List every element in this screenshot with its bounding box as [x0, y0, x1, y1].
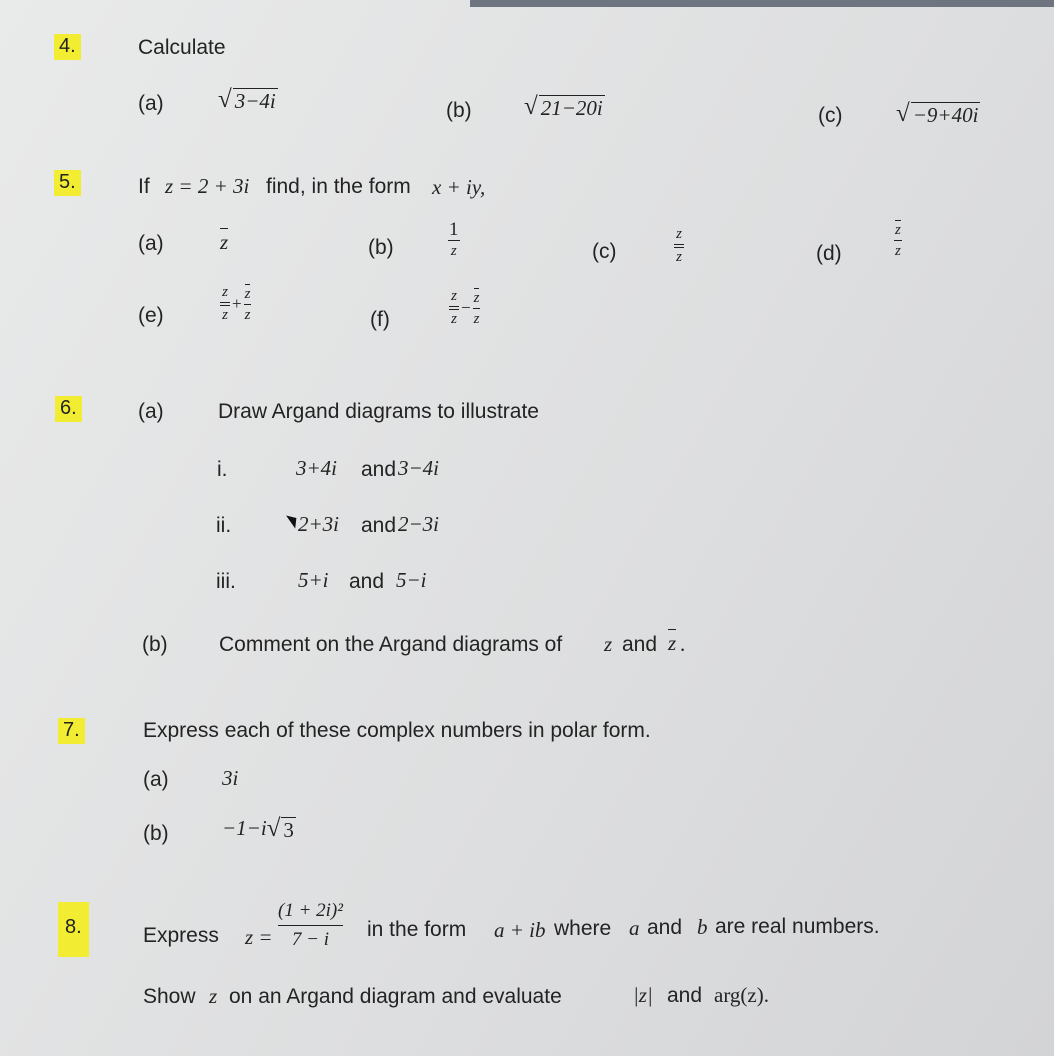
- q6-a-text: Draw Argand diagrams to illustrate: [218, 400, 539, 423]
- q5-d-denominator: z: [895, 243, 901, 259]
- q8-a: a: [629, 916, 640, 940]
- q4-a-sqrt: √ 3−4i: [218, 86, 276, 113]
- q8-line2-z: z: [209, 984, 218, 1008]
- q8-lhs: z =: [245, 925, 273, 949]
- q8-rest-3: are real numbers.: [715, 915, 880, 938]
- q7-a-value: 3i: [222, 766, 239, 790]
- q5-b-fraction: [448, 219, 460, 259]
- q5-c-fraction: [674, 227, 684, 265]
- q8-numerator: (1 + 2i)²: [278, 900, 343, 921]
- q5-a-expr: [220, 228, 228, 255]
- q5-b-numerator: 1: [449, 219, 459, 240]
- q6-item-2-second: 2−3i: [398, 512, 440, 536]
- q5-z-definition: z = 2 + 3i: [165, 174, 250, 198]
- q5-c-bottom: z: [676, 249, 682, 265]
- q8-denominator: 7 − i: [291, 929, 330, 950]
- q6-b-and: and: [622, 633, 658, 656]
- q6-item-3-first: 5+i: [298, 568, 329, 592]
- q7-text: Express each of these complex numbers in polar form.: [143, 719, 651, 742]
- q5-d-label: (d): [816, 242, 842, 265]
- q8-argz: arg(z).: [714, 983, 769, 1007]
- q6-item-2-label: ii.: [216, 514, 232, 537]
- q5-b-label: (b): [368, 236, 394, 259]
- q6-b-zbar: [668, 629, 676, 656]
- q8-line2-and: and: [667, 984, 703, 1007]
- q6-item-1-first: 3+4i: [296, 456, 338, 480]
- q8-fraction: [278, 900, 343, 951]
- q5-f-frac1: z z: [449, 289, 459, 327]
- top-edge-bar: [470, 0, 1054, 7]
- q5-e-frac1: z z: [220, 285, 230, 323]
- q5-e-expr: [220, 284, 251, 323]
- q6-a-label: (a): [138, 400, 164, 423]
- q5-e-plus: +: [232, 293, 242, 313]
- q5-if: If: [138, 175, 150, 198]
- q4-a-radicand: 3−4i: [234, 89, 276, 113]
- q5-d-fraction: [894, 220, 902, 259]
- q5-e-frac2: $\frac{z}{z}$: [244, 286, 251, 323]
- q6-b-label: (b): [142, 633, 168, 656]
- q8-form: a + ib: [494, 918, 546, 942]
- q4-a-label: (a): [138, 92, 164, 115]
- q8-and: and: [647, 916, 683, 939]
- q4-c-label: (c): [818, 104, 843, 127]
- q8-rest-2: where: [554, 917, 612, 940]
- q6-item-1-and: and: [361, 458, 397, 481]
- q5-f-frac2: $\frac{z}{z}$: [473, 290, 480, 327]
- q5-e-label: (e): [138, 304, 164, 327]
- q4-b-radicand: 21−20i: [540, 96, 603, 120]
- q6-item-2-first: 2+3i: [298, 512, 340, 536]
- q6-item-2-and: and: [361, 514, 397, 537]
- q5-f-label: (f): [370, 308, 390, 331]
- q5-a-label: (a): [138, 232, 164, 255]
- q6-item-1-second: 3−4i: [398, 456, 440, 480]
- q5-f-expr: [449, 288, 480, 327]
- q8-line2-text: on an Argand diagram and evaluate: [229, 985, 562, 1008]
- zbar: z: [220, 230, 229, 254]
- question-number-4: 4.: [54, 34, 81, 60]
- q7-b-prefix: −1−i: [222, 816, 267, 840]
- q8-b: b: [697, 915, 708, 939]
- question-number-5: 5.: [54, 170, 81, 196]
- q7-b-sqrt: √ 3: [266, 814, 294, 842]
- question-number-7: 7.: [58, 718, 85, 744]
- q5-c-label: (c): [592, 240, 617, 263]
- q8-modz: |z|: [633, 983, 653, 1007]
- q5-c-top: z: [676, 226, 682, 242]
- q6-item-3-and: and: [349, 570, 385, 593]
- q8-line2-show: Show: [143, 985, 196, 1008]
- question-number-6: 6.: [55, 396, 82, 422]
- q5-b-denominator: z: [450, 243, 457, 259]
- q4-title: Calculate: [138, 36, 226, 59]
- q4-b-sqrt: √ 21−20i: [524, 93, 603, 120]
- question-number-8: 8.: [58, 902, 89, 957]
- zbar-6b: z: [668, 631, 677, 655]
- q6-b-z: z: [604, 632, 613, 656]
- q5-form: x + iy,: [432, 175, 486, 199]
- q5-f-minus: −: [461, 297, 471, 317]
- q6-item-1-label: i.: [217, 458, 228, 481]
- q8-express: Express: [143, 924, 219, 947]
- q6-item-3-label: iii.: [216, 570, 236, 593]
- q4-b-label: (b): [446, 99, 472, 122]
- q6-b-end: .: [680, 632, 686, 656]
- q8-rest-1: in the form: [367, 918, 467, 941]
- q5-intro-text: find, in the form: [266, 175, 411, 198]
- q6-item-3-second: 5−i: [396, 568, 427, 592]
- q7-a-label: (a): [143, 768, 169, 791]
- q7-b-label: (b): [143, 822, 169, 845]
- q5-d-numerator: z: [895, 222, 901, 238]
- q4-c-radicand: −9+40i: [912, 103, 979, 127]
- q7-b-radicand: 3: [283, 817, 294, 842]
- q7-b-value: [222, 816, 296, 841]
- q4-c-sqrt: √ −9+40i: [896, 100, 979, 127]
- q6-b-text: Comment on the Argand diagrams of: [219, 633, 563, 656]
